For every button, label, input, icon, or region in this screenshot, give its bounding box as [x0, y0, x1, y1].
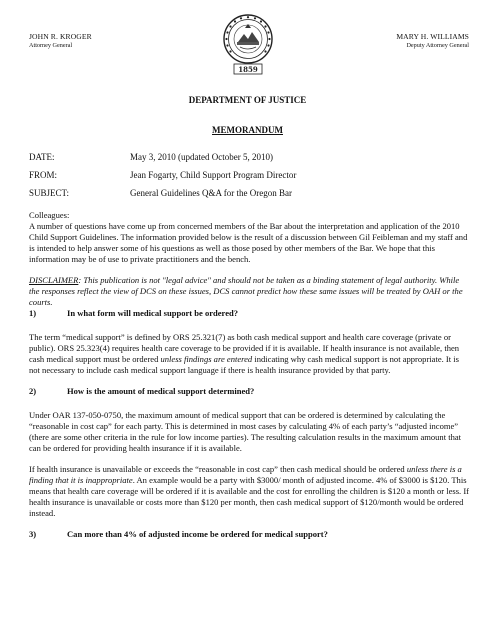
meta-date-label: DATE:: [29, 152, 55, 162]
meta-date-value: May 3, 2010 (updated October 5, 2010): [130, 152, 273, 162]
question-1-number: 1): [29, 308, 37, 318]
salutation: Colleagues:: [29, 210, 70, 220]
question-3: [29, 529, 471, 540]
deputy-attorney-general-name: MARY H. WILLIAMS: [396, 32, 469, 41]
question-1: [29, 308, 471, 319]
attorney-general-title: Attorney General: [29, 41, 73, 49]
answer-1-text-a: The term “medical support” is defined by ORS 25.321(7) as both cash medical support and health care coverage (private or public). ORS 25.323(4) requires health care coverage to be provided if it is available. If health insurance is not available, then cash medical support must be ordered: [29, 332, 460, 364]
header-right: [396, 33, 469, 49]
attorney-general-name: JOHN R. KROGER: [29, 32, 92, 41]
question-2-text: How is the amount of medical support determined?: [67, 386, 255, 396]
meta-subject-label: SUBJECT:: [29, 188, 70, 198]
memorandum-label: MEMORANDUM: [212, 125, 283, 135]
answer-2-paragraph-1: Under OAR 137-050-0750, the maximum amount of medical support that can be ordered is determined by calculating the “reasonable in cost cap” for each party. This is determined in most cases by calculating 4% of each party’s “adjusted income” (there are some other criteria in the rule for low income parties). The resulting calculation results in the maximum amount that can be ordered for providing health insurance if it is available.: [29, 410, 462, 453]
memo-body: [29, 210, 471, 553]
answer-2-paragraph-2: [29, 464, 471, 519]
answer-2-text-b: . An example would be a party with $3000/ month of adjusted income. 4% of $3000 is $120. This means that health care coverage will be ordered if it is available and the cost for enrolling the children is $120 a month or less. If health insurance is unavailable or costs more than $120 per month, then cash medical support of $120/month would be ordered instead.: [29, 475, 470, 518]
question-3-number: 3): [29, 529, 37, 539]
question-3-text: Can more than 4% of adjusted income be ordered for medical support?: [67, 529, 328, 539]
meta-from-value: Jean Fogarty, Child Support Program Director: [130, 170, 297, 180]
memorandum-title: [0, 125, 495, 135]
disclaimer-text: : This publication is not "legal advice" and should not be taken as a binding statement of legal authority. While the responses reflect the view of DCS on these issues, DCS cannot predict how these same issues will be treated by OAH or the courts.: [29, 275, 463, 307]
answer-2-text-a: If health insurance is unavailable or exceeds the “reasonable in cost cap” then cash medical should be ordered: [29, 464, 407, 474]
meta-subject-value: General Guidelines Q&A for the Oregon Bar: [130, 188, 292, 198]
question-2-number: 2): [29, 386, 37, 396]
oregon-seal-icon: [222, 12, 274, 79]
disclaimer-label: DISCLAIMER: [29, 275, 79, 285]
header-left: [29, 33, 92, 49]
department-title: DEPARTMENT OF JUSTICE: [188, 95, 307, 105]
intro-paragraph: A number of questions have come up from concerned members of the Bar about the interpretation and application of the 2010 Child Support Guidelines. The information provided below is the result of a discussion between Gil Feibleman and my staff and is intended to help answer some of his questions as well as those posed by other members of the Bar. We hope that this information may be of use to private practitioners and the bench.: [29, 221, 468, 264]
answer-2-emphasis: unless there is a finding that it is inappropriate: [29, 464, 462, 485]
meta-from-label: FROM:: [29, 170, 58, 180]
answer-1-text-b: indicating why cash medical support is not appropriate. It is not necessary to include cash medical support language if there is health insurance provided by that party.: [29, 354, 459, 375]
answer-1-emphasis: unless findings are entered: [160, 354, 253, 364]
seal-year: 1859: [238, 65, 258, 74]
answer-1-paragraph: [29, 332, 471, 376]
question-2: [29, 386, 471, 397]
disclaimer: [29, 275, 471, 308]
deputy-attorney-general-title: Deputy Attorney General: [406, 41, 469, 49]
question-1-text: In what form will medical support be ordered?: [67, 308, 239, 318]
